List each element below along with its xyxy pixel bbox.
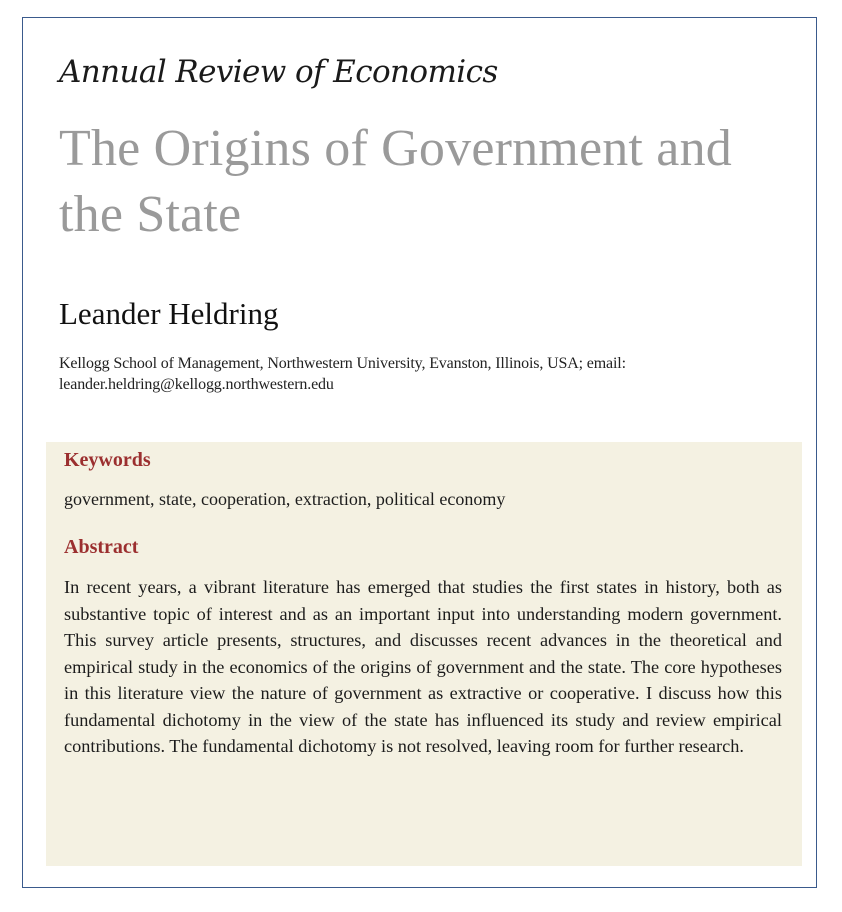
keywords-list: government, state, cooperation, extraction, political economy bbox=[64, 489, 506, 509]
article-card bbox=[22, 17, 817, 888]
abstract-text: In recent years, a vibrant literature has emerged that studies the first states in history, both as substantive topic of interest and as an important input into understanding modern government. This survey article presents, structures, and discusses recent advances in the theoretical and empirical study in the economics of the origins of government and the state. The core hypotheses in this literature view the nature of government as extractive or cooperative. I discuss how this fundamental dichotomy in the view of the state has influenced its study and review empirical contributions. The fundamental dichotomy is not resolved, leaving room for further research. bbox=[64, 577, 782, 756]
abstract-heading: Abstract bbox=[64, 536, 139, 558]
journal-name: Annual Review of Economics bbox=[59, 54, 498, 90]
author-name: Leander Heldring bbox=[59, 296, 279, 331]
author-affiliation: Kellogg School of Management, Northwestern University, Evanston, Illinois, USA; email: leander.heldring@kellogg.northwestern.edu bbox=[59, 355, 626, 393]
article-title: The Origins of Government and the State bbox=[59, 120, 732, 243]
keywords-heading: Keywords bbox=[64, 449, 151, 471]
abstract-panel bbox=[46, 442, 802, 866]
